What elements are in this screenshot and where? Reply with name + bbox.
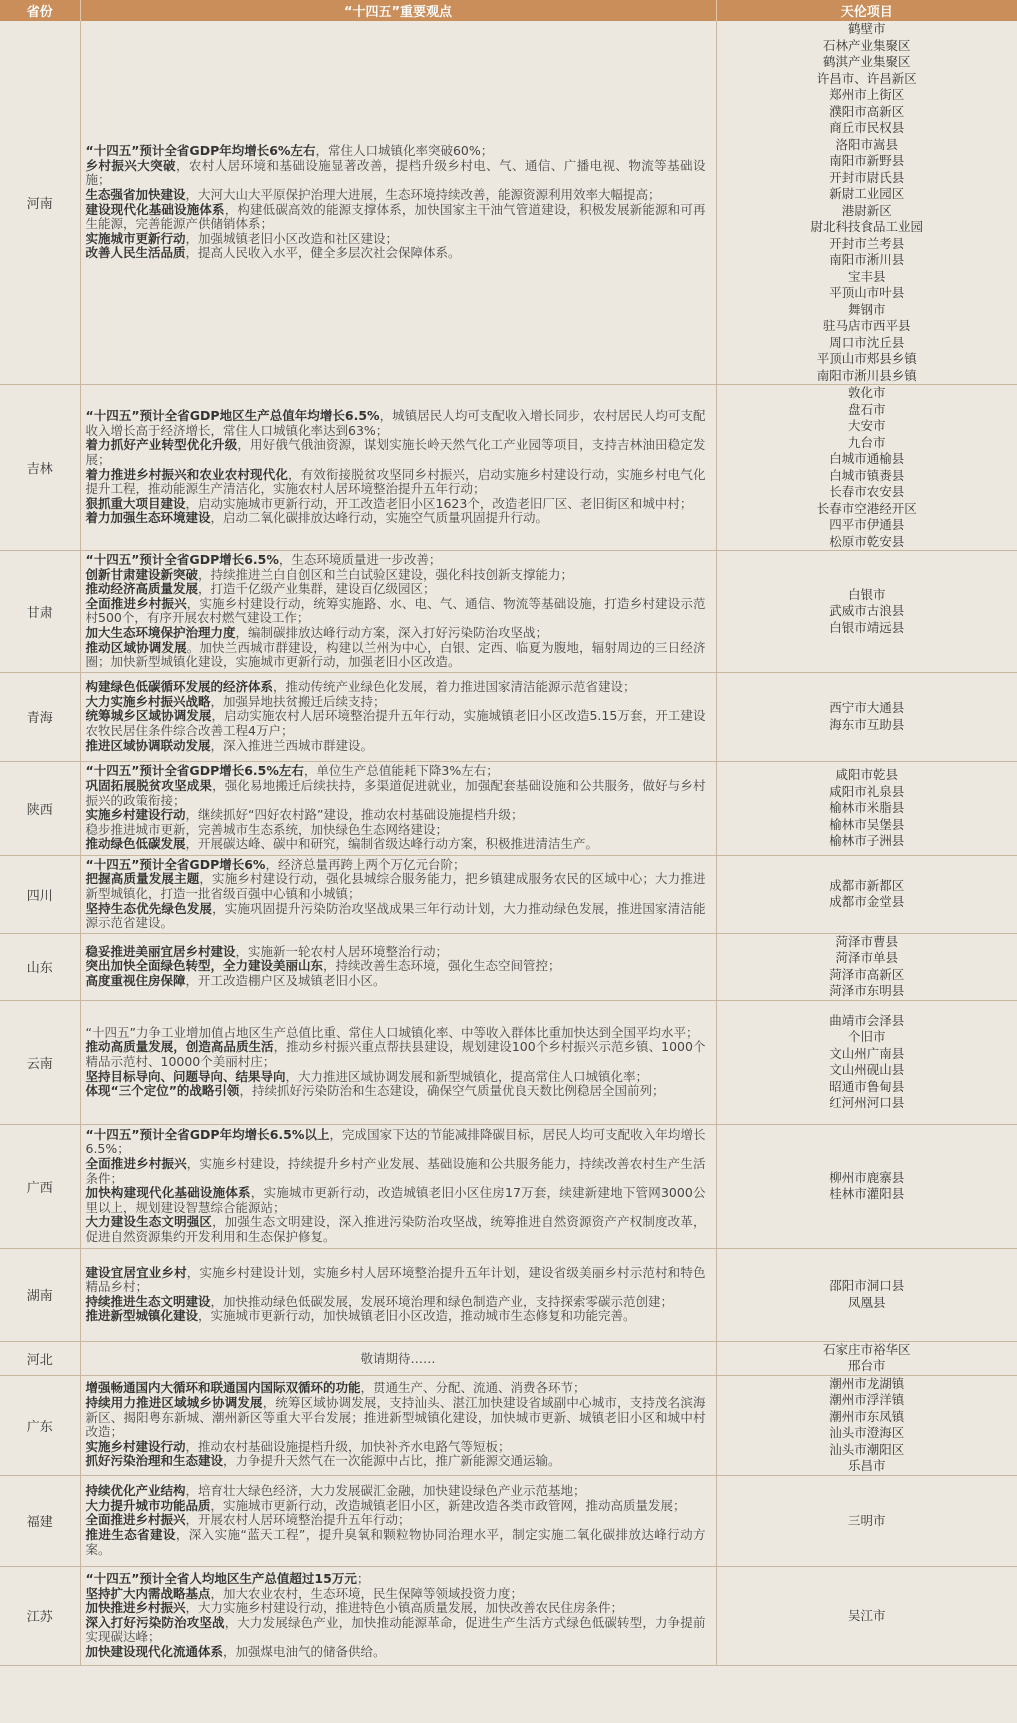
view-item-key: 推动高质量发展，创造高品质生活 [85, 1039, 274, 1055]
view-item-key: “十四五”预计全省GDP增长6% [85, 856, 266, 872]
table-row [0, 1124, 1017, 1248]
view-item-text: ，打造千亿级产业集群，建设百亿级园区； [198, 581, 436, 597]
view-item-text: ，力争提升天然气在一次能源中占比，推广新能源交通运输。 [223, 1453, 561, 1469]
view-item-key: 加快构建现代化基础设施体系 [85, 1185, 251, 1201]
view-item-key: 稳妥推进美丽宜居乡村建设 [85, 943, 236, 959]
view-item-text: ，完成国家下达的节能减排降碳目标，居民人均可支配收入年均增长6.5%； [85, 1126, 706, 1157]
view-item-key: 建设现代化基础设施体系 [85, 201, 225, 217]
view-item [86, 246, 706, 261]
view-item [86, 159, 706, 188]
view-item-key: 持续推进生态文明建设 [85, 1293, 211, 1309]
table-row [0, 1566, 1017, 1665]
view-item-text: ，强化易地搬迁后续扶持，多渠道促进就业，加强配套基础设施和公共服务，做好与乡村振兴的政策衔接； [85, 778, 706, 808]
view-item-text: ，推动乡村振兴重点帮扶县建设，规划建设100个乡村振兴示范乡镇、1000个精品示范村、10000个美丽村庄； [85, 1039, 706, 1069]
province-cell: 河南 [0, 21, 80, 385]
view-item [86, 626, 706, 641]
view-item-key: 着力推进乡村振兴和农业农村现代化 [85, 466, 288, 482]
view-item-key: 乡村振兴大突破 [85, 157, 176, 173]
project-item: 南阳市新野县 [829, 153, 905, 168]
view-item [86, 858, 706, 873]
view-item [86, 641, 706, 670]
views-cell [80, 1248, 716, 1341]
view-item [86, 1572, 706, 1587]
view-item-text: ，实施乡村建设，持续提升乡村产业发展、基础设施和公共服务能力，持续改善农村生产生活条件； [85, 1156, 706, 1186]
project-item: 文山州广南县 [829, 1045, 905, 1061]
view-item [86, 1513, 706, 1528]
table-row [0, 672, 1017, 761]
view-item-text: ，加快推动绿色低碳发展，发展环境治理和绿色制造产业，支持探索零碳示范创建； [210, 1293, 674, 1309]
project-item: 凤凰县 [847, 1294, 886, 1310]
view-item-text: ，农村人居环境和基础设施显著改善，提档升级乡村电、气、通信、广播电视、物流等基础设施； [85, 157, 706, 188]
view-item-key: “十四五”预计全省GDP地区生产总值年均增长6.5% [85, 408, 380, 424]
view-item [86, 1309, 706, 1324]
project-item: 榆林市米脂县 [829, 800, 905, 815]
projects-cell [716, 1475, 1017, 1566]
view-item-key: “十四五”预计全省GDP年均增长6.5%以上 [85, 1126, 330, 1142]
views-cell [80, 1375, 716, 1475]
view-item [86, 1070, 706, 1085]
province-cell: 青海 [0, 672, 80, 761]
project-item: 周口市沈丘县 [829, 334, 905, 350]
view-item [86, 739, 706, 754]
view-item [86, 945, 706, 960]
view-item [86, 203, 706, 232]
province-cell: 广西 [0, 1124, 80, 1248]
project-item: 曲靖市会泽县 [829, 1012, 905, 1028]
table-row [0, 21, 1017, 385]
placeholder-text: 敬请期待…… [360, 1351, 436, 1367]
project-item: 平顶山市叶县 [829, 285, 905, 300]
view-item-key: 实施城市更新行动 [85, 230, 186, 246]
projects-cell [716, 1248, 1017, 1341]
header-views: “十四五”重要观点 [80, 0, 716, 21]
view-item-text: ，加强生态文明建设，深入推进污染防治攻坚战，统筹推进自然资源资产产权制度改革，促进自然资源集约开发利用和生态保护修复。 [85, 1214, 706, 1245]
view-item [86, 1484, 706, 1499]
view-item-key: 全面推进乡村振兴 [85, 1156, 187, 1172]
views-cell [80, 1566, 716, 1665]
view-item [86, 553, 706, 568]
view-item-key: 加大生态环境保护治理力度 [85, 624, 236, 640]
views-cell [80, 933, 716, 1000]
view-item-text: ，启动实施农村人居环境整治提升五年行动，实施城镇老旧小区改造5.15万套，开工建设农牧民居住条件综合改善工程4万户； [85, 708, 706, 739]
province-cell: 陕西 [0, 761, 80, 855]
view-item-key: 巩固拓展脱贫攻坚成果 [85, 778, 213, 794]
projects-cell [716, 933, 1017, 1000]
view-item [86, 1645, 706, 1660]
view-item-key: 建设宜居宜业乡村 [85, 1264, 187, 1280]
view-item-key: 实施乡村建设行动 [85, 807, 186, 823]
view-item-key: 持续优化产业结构 [85, 1483, 186, 1499]
view-item-text: ，大力实施乡村建设行动，推进特色小镇高质量发展，加快改善农民住房条件； [185, 1600, 624, 1616]
view-item-key: 生态强省加快建设 [85, 186, 186, 202]
view-item-text: 稳步推进城市更新，完善城市生态系统，加快绿色生态网络建设； [85, 821, 449, 837]
project-item: 松原市乾安县 [829, 533, 905, 549]
project-item: 武威市古浪县 [829, 603, 905, 619]
view-item [86, 597, 706, 626]
view-item-text: ，大力发展绿色产业，加快推动能源革命，促进生产生活方式绿色低碳转型，力争提前实现碳达峰； [85, 1614, 706, 1645]
view-item [86, 1528, 706, 1557]
project-item: 邢台市 [847, 1358, 886, 1374]
header-projects: 天伦项目 [716, 0, 1017, 21]
project-item: 白银市 [847, 586, 886, 602]
view-item [86, 511, 706, 526]
projects-cell [716, 1341, 1017, 1375]
table-row [0, 1000, 1017, 1124]
project-item: 港尉新区 [841, 202, 892, 218]
projects-cell [716, 761, 1017, 855]
view-item-key: “十四五”预计全省人均地区生产总值超过15万元 [85, 1570, 357, 1586]
views-cell [80, 385, 716, 551]
view-item-key: 把握高质量发展主题 [85, 871, 200, 887]
view-item-key: 全面推进乡村振兴 [85, 595, 187, 611]
view-item-text: ，大力推进区域协调发展和新型城镇化，提高常住人口城镇化率； [285, 1068, 649, 1084]
project-item: 潮州市浮洋镇 [829, 1392, 905, 1408]
project-item: 盘石市 [847, 401, 886, 417]
view-item-key: 着力抓好产业转型优化升级 [85, 437, 238, 453]
view-item-key: “十四五”预计全省GDP增长6.5%左右 [85, 763, 304, 779]
view-item-key: 推进区域协调联动发展 [85, 737, 211, 753]
views-cell [80, 1341, 716, 1375]
view-item-text: ，统筹区域协调发展，支持汕头、湛江加快建设省域副中心城市，支持茂名滨海新区、揭阳粤东新城、潮州新区等重大平台发展；推进新型城镇化建设，加快城市更新、城镇老旧小区和城中村改造； [85, 1395, 706, 1440]
project-item: 桂林市灌阳县 [829, 1186, 905, 1202]
view-item-key: 构建绿色低碳循环发展的经济体系 [85, 679, 274, 695]
view-item-key: 实施乡村建设行动 [85, 1438, 186, 1454]
view-item [86, 1616, 706, 1645]
view-item-text: ，继续抓好“四好农村路”建设，推动农村基础设施提档升级； [185, 807, 524, 823]
view-item-key: 大力实施乡村振兴战略 [85, 693, 211, 709]
view-item [86, 1026, 706, 1041]
project-item: 许昌市、许昌新区 [816, 70, 917, 86]
view-item [86, 144, 706, 159]
views-cell [80, 672, 716, 761]
project-item: 商丘市民权县 [829, 120, 905, 135]
table-row [0, 1341, 1017, 1375]
project-item: 白城市镇赉县 [829, 467, 905, 483]
view-item-text: ，构建低碳高效的能源支撑体系，加快国家主干油气管道建设，积极发展新能源和可再生能源，完善能源产供储销体系； [85, 201, 706, 232]
project-item: 菏泽市曹县 [835, 933, 898, 949]
view-item-key: 突出加快全面绿色转型，全力建设美丽山东 [85, 958, 324, 974]
view-item-text: “十四五”力争工业增加值占地区生产总值比重、常住人口城镇化率、中等收入群体比重加快达到全国平均水平； [85, 1024, 699, 1040]
view-item-text: ，实施新一轮农村人居环境整治行动； [235, 943, 449, 959]
view-item-key: 推动绿色低碳发展 [85, 836, 186, 852]
view-item [86, 232, 706, 247]
view-item [86, 468, 706, 497]
view-item-text: ，实施城市更新行动，加快城镇老旧小区改造，推动城市生态修复和功能完善。 [198, 1308, 636, 1324]
view-item [86, 1295, 706, 1310]
province-cell: 江苏 [0, 1566, 80, 1665]
view-item-text: ； [356, 1570, 370, 1586]
project-item: 长春市农安县 [829, 484, 905, 499]
view-item-key: 深入打好污染防治攻坚战 [85, 1614, 225, 1630]
project-item: 潮州市龙湖镇 [829, 1375, 905, 1391]
view-item-text: ，持续改善生态环境，强化生态空间管控； [323, 958, 561, 974]
view-item-key: 坚持生态优先绿色发展 [85, 900, 213, 916]
view-item [86, 764, 706, 779]
view-item [86, 808, 706, 823]
province-cell: 吉林 [0, 385, 80, 551]
view-item-key: 增强畅通国内大循环和联通国内国际双循环的功能 [85, 1380, 361, 1396]
project-item: 吴江市 [847, 1607, 886, 1623]
view-item [86, 1128, 706, 1157]
project-item: 开封市尉氏县 [829, 169, 905, 185]
view-item-text: ，开展碳达峰、碳中和研究，编制省级达峰行动方案，积极推进清洁生产。 [185, 836, 599, 852]
view-item [86, 1440, 706, 1455]
project-item: 菏泽市高新区 [829, 966, 905, 982]
view-item [86, 1186, 706, 1215]
view-item [86, 1587, 706, 1602]
view-item [86, 1040, 706, 1069]
view-item-text: ，推动传统产业绿色化发展，着力推进国家清洁能源示范省建设； [273, 679, 636, 695]
project-item: 西宁市大通县 [829, 700, 905, 716]
view-item-key: 改善人民生活品质 [85, 245, 186, 261]
view-item-text: ，实施乡村建设行动，强化县城综合服务能力，把乡镇建成服务农民的区域中心；大力推进新型城镇化，打造一批省级百强中心镇和小城镇； [85, 871, 706, 901]
project-item: 濮阳市高新区 [829, 103, 905, 119]
project-item: 邵阳市洞口县 [829, 1278, 905, 1294]
project-item: 菏泽市东明县 [829, 983, 905, 999]
project-item: 尉北科技食品工业园 [810, 219, 923, 234]
view-item-key: 大力建设生态文明强区 [85, 1214, 213, 1230]
view-item-text: ，常住人口城镇化率突破60%； [315, 143, 494, 159]
project-item: 九台市 [847, 434, 886, 450]
view-item-key: 统筹城乡区域协调发展 [85, 708, 212, 724]
views-cell [80, 1000, 716, 1124]
project-item: 潮州市东凤镇 [829, 1408, 905, 1424]
project-item: 菏泽市单县 [835, 950, 898, 966]
project-item: 开封市兰考县 [829, 235, 905, 251]
project-item: 咸阳市乾县 [835, 767, 898, 782]
table-row [0, 1375, 1017, 1475]
header-row [0, 0, 1017, 21]
view-item-text: ，城镇居民人均可支配收入增长同步，农村居民人均可支配收入增长高于经济增长，常住人口城镇化率达到63%； [85, 408, 706, 438]
view-item [86, 497, 706, 512]
view-item-text: ，开展农村人居环境整治提升五年行动； [185, 1512, 411, 1528]
view-item [86, 1266, 706, 1295]
view-item-text: ，实施城市更新行动，改造城镇老旧小区住房17万套，续建新建地下管网3000公里以上，规划建设智慧综合能源站； [85, 1185, 706, 1215]
view-item [86, 1454, 706, 1469]
views-cell [80, 1475, 716, 1566]
project-item: 成都市金堂县 [829, 894, 905, 910]
view-item-text: 。加快兰西城市群建设，构建以兰州为中心，白银、定西、临夏为腹地，辐射周边的三日经济圈；加快新型城镇化建设，实施城市更新行动，加强老旧小区改造。 [85, 639, 706, 670]
view-item [86, 1396, 706, 1440]
view-item [86, 1601, 706, 1616]
table-row [0, 761, 1017, 855]
project-item: 白城市通榆县 [829, 451, 905, 466]
table-row [0, 1475, 1017, 1566]
view-item [86, 959, 706, 974]
view-item [86, 1084, 706, 1099]
view-item [86, 680, 706, 695]
view-item [86, 1499, 706, 1514]
view-item-key: 推动经济高质量发展 [85, 581, 199, 597]
view-item-key: 全面推进乡村振兴 [85, 1512, 186, 1528]
table-row [0, 1248, 1017, 1341]
view-item [86, 779, 706, 808]
project-item: 郑州市上街区 [829, 87, 905, 102]
table-row [0, 933, 1017, 1000]
view-item-key: 大力提升城市功能品质 [85, 1497, 211, 1513]
view-item-text: ，加强煤电油气的储备供给。 [223, 1643, 386, 1659]
view-item-text: ，加大农业农村，生态环境，民生保障等领域投资力度； [210, 1585, 524, 1601]
province-cell: 河北 [0, 1341, 80, 1375]
project-item: 舞钢市 [847, 301, 886, 317]
project-item: 敦化市 [847, 385, 886, 400]
province-cell: 广东 [0, 1375, 80, 1475]
view-item-key: 加快建设现代化流通体系 [85, 1643, 224, 1659]
view-item [86, 837, 706, 852]
view-item-text: ，推动农村基础设施提档升级，加快补齐水电路气等短板； [185, 1438, 511, 1454]
project-item: 文山州砚山县 [829, 1062, 905, 1078]
view-item [86, 709, 706, 738]
view-item-text: ，加强异地扶贫搬迁后续支持； [210, 693, 386, 709]
view-item-text: ，提高人民收入水平，健全多层次社会保障体系。 [185, 245, 461, 261]
projects-cell [716, 1375, 1017, 1475]
project-item: 鹤淇产业集聚区 [822, 54, 911, 69]
project-item: 汕头市澄海区 [829, 1425, 905, 1441]
views-cell [80, 551, 716, 673]
view-item-text: ，大河大山大平原保护治理大进展，生态环境持续改善，能源资源利用效率大幅提高； [185, 186, 661, 202]
view-item-text: ，实施城市更新行动，改造城镇老旧小区，新建改造各类市政管网，推动高质量发展； [210, 1497, 686, 1513]
view-item-text: ，生态环境质量进一步改善； [278, 552, 442, 567]
projects-cell [716, 1124, 1017, 1248]
view-item-key: 体现“三个定位”的战略引领 [85, 1083, 240, 1099]
project-item: 洛阳市嵩县 [835, 136, 898, 152]
table-row [0, 855, 1017, 933]
view-item-key: 推动区域协调发展 [85, 639, 187, 655]
project-item: 平顶山市郏县乡镇 [816, 351, 917, 366]
view-item [86, 1157, 706, 1186]
view-item-text: ，有效衔接脱贫攻坚同乡村振兴，启动实施乡村建设行动，实施乡村电气化提升工程，推动能源生产清洁化，实施农村人居环境整治提升五年行动； [85, 466, 706, 497]
view-item [86, 695, 706, 710]
project-item: 鹤壁市 [847, 21, 886, 36]
project-item: 成都市新都区 [829, 877, 905, 893]
views-cell [80, 1124, 716, 1248]
project-item: 南阳市淅川县 [829, 252, 905, 267]
project-item: 柳州市鹿寨县 [829, 1169, 905, 1185]
view-item-key: 加快推进乡村振兴 [85, 1600, 186, 1616]
project-item: 乐昌市 [847, 1458, 886, 1474]
view-item-key: 创新甘肃建设新突破 [85, 566, 199, 582]
view-item-text: ，启动二氧化碳排放达峰行动，实施空气质量巩固提升行动。 [210, 510, 549, 526]
view-item-text: ，贯通生产、分配、流通、消费各环节； [360, 1380, 586, 1396]
project-item: 新尉工业园区 [829, 186, 905, 201]
view-item-text: ，持续推进兰白自创区和兰白试验区建设，强化科技创新支撑能力； [198, 566, 574, 582]
project-item: 石林产业集聚区 [822, 37, 911, 53]
projects-cell [716, 21, 1017, 385]
project-item: 白银市靖远县 [829, 619, 905, 635]
province-cell: 福建 [0, 1475, 80, 1566]
table-body [0, 21, 1017, 1665]
view-item-text: ，编制碳排放达峰行动方案，深入打好污染防治攻坚战； [235, 624, 549, 640]
projects-cell [716, 1000, 1017, 1124]
view-item [86, 872, 706, 901]
project-item: 咸阳市礼泉县 [829, 783, 905, 799]
view-item-text: ，培育壮大绿色经济，大力发展碳汇金融，加快建设绿色产业示范基地； [185, 1483, 586, 1499]
view-item [86, 1215, 706, 1244]
view-item-key: 推进新型城镇化建设 [85, 1308, 199, 1324]
view-item-text: ，经济总量再跨上两个万亿元台阶； [265, 856, 466, 872]
view-item [86, 409, 706, 438]
projects-cell [716, 1566, 1017, 1665]
view-item [86, 568, 706, 583]
view-item-key: 抓好污染治理和生态建设 [85, 1453, 224, 1469]
view-item [86, 823, 706, 838]
view-item-text: ，用好俄气俄油资源，谋划实施长岭天然气化工产业园等项目，支持吉林油田稳定发展； [85, 437, 706, 467]
view-item [86, 582, 706, 597]
view-item-key: 着力加强生态环境建设 [85, 510, 211, 526]
project-item: 昭通市鲁甸县 [829, 1078, 905, 1094]
project-item: 驻马店市西平县 [822, 318, 911, 333]
province-cell: 湖南 [0, 1248, 80, 1341]
province-cell: 云南 [0, 1000, 80, 1124]
view-item-key: 狠抓重大项目建设 [85, 495, 186, 511]
view-item-key: “十四五”预计全省GDP年均增长6%左右 [85, 143, 316, 159]
project-item: 红河州河口县 [829, 1095, 905, 1111]
view-item [86, 1381, 706, 1396]
projects-cell [716, 855, 1017, 933]
project-item: 榆林市吴堡县 [829, 816, 905, 832]
view-item-text: ，加强城镇老旧小区改造和社区建设； [185, 230, 399, 246]
project-item: 榆林市子洲县 [829, 833, 905, 848]
project-item: 四平市伊通县 [829, 517, 905, 532]
project-item: 个旧市 [847, 1029, 886, 1045]
view-item-text: ，持续抓好污染防治和生态建设，确保空气质量优良天数比例稳居全国前列； [239, 1083, 665, 1099]
view-item-text: ，开工改造棚户区及城镇老旧小区。 [185, 973, 386, 989]
project-item: 大安市 [847, 418, 886, 433]
province-cell: 山东 [0, 933, 80, 1000]
projects-cell [716, 672, 1017, 761]
project-item: 汕头市潮阳区 [829, 1441, 905, 1457]
project-item: 海东市互助县 [829, 716, 905, 732]
project-item: 长春市空港经开区 [816, 500, 917, 516]
view-item [86, 438, 706, 467]
view-item-key: 坚持扩大内需战略基点 [85, 1585, 211, 1601]
projects-cell [716, 385, 1017, 551]
province-cell: 四川 [0, 855, 80, 933]
view-item-text: ，启动实施城市更新行动，开工改造老旧小区1623个，改造老旧厂区、老旧街区和城中村； [185, 495, 693, 511]
view-item-key: “十四五”预计全省GDP增长6.5% [85, 552, 279, 567]
view-item-key: 高度重视住房保障 [85, 973, 186, 989]
view-item-text: ，单位生产总值能耗下降3%左右； [303, 763, 499, 779]
view-item [86, 902, 706, 931]
view-item-text: ，实施巩固提升污染防治攻坚战成果三年行动计划，大力推动绿色发展，推进国家清洁能源示范省建设。 [85, 900, 706, 931]
project-item: 宝丰县 [847, 268, 886, 284]
view-item-key: 坚持目标导向、问题导向、结果导向 [85, 1068, 286, 1084]
project-item: 三明市 [847, 1512, 886, 1528]
view-item-text: ，深入推进兰西城市群建设。 [210, 737, 374, 753]
projects-cell [716, 551, 1017, 673]
project-item: 南阳市淅川县乡镇 [816, 367, 917, 383]
view-item-text: ，深入实施“蓝天工程”，提升臭氧和颗粒物协同治理水平，制定实施二氧化碳排放达峰行动方案。 [85, 1527, 706, 1557]
province-cell: 甘肃 [0, 551, 80, 673]
header-province: 省份 [0, 0, 80, 21]
view-item-key: 推进生态省建设 [85, 1527, 176, 1543]
table-row [0, 551, 1017, 673]
view-item-key: 持续用力推进区域城乡协调发展 [85, 1395, 263, 1411]
views-cell [80, 21, 716, 385]
views-cell [80, 761, 716, 855]
view-item [86, 974, 706, 989]
views-cell [80, 855, 716, 933]
view-item-text: ，实施乡村建设计划，实施乡村人居环境整治提升五年计划，建设省级美丽乡村示范村和特色精品乡村； [85, 1264, 706, 1295]
view-item [86, 188, 706, 203]
project-item: 石家庄市裕华区 [822, 1341, 911, 1357]
table-row [0, 385, 1017, 551]
view-item-text: ，实施乡村建设行动，统筹实施路、水、电、气、通信、物流等基础设施，打造乡村建设示范村500个，有序开展农村燃气建设工作； [85, 595, 706, 626]
